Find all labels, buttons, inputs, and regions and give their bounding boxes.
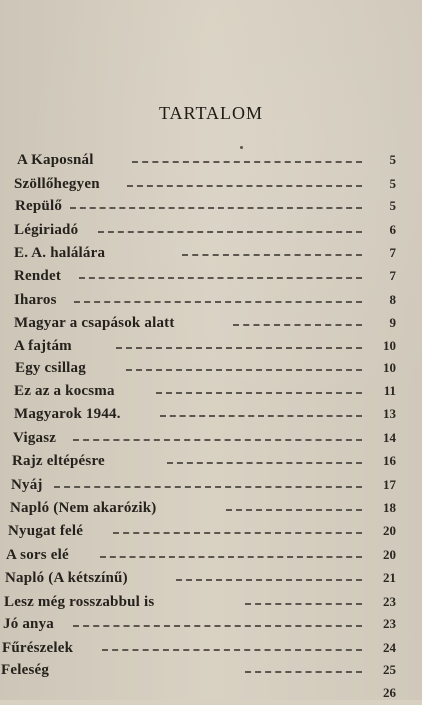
toc-leader [73, 439, 362, 441]
toc-row [0, 405, 422, 426]
toc-row [0, 639, 422, 660]
toc-row [0, 291, 422, 312]
toc-entry-title: Magyar a csapások alatt [14, 315, 175, 331]
toc-page-number: 23 [383, 616, 396, 631]
toc-page-number: 5 [389, 176, 396, 191]
toc-entry-title: Iharos [14, 292, 57, 308]
toc-page-number: 23 [383, 594, 396, 609]
toc-entry-title: A sors elé [6, 547, 69, 563]
toc-page-number: 18 [383, 500, 396, 515]
toc-leader [102, 649, 362, 651]
toc-leader [156, 392, 362, 394]
toc-entry-title: Feleség [1, 662, 50, 678]
toc-leader [73, 625, 362, 627]
toc-entry-title: Napló (A kétszínű) [5, 570, 128, 586]
toc-entry-title: Vigasz [13, 430, 57, 446]
toc-row [0, 221, 422, 242]
toc-entry-title: Szöllőhegyen [14, 176, 100, 192]
toc-row [0, 661, 422, 682]
toc-row [0, 314, 422, 335]
toc-page-number: 10 [383, 360, 396, 375]
toc-entry-title: A fajtám [14, 338, 72, 354]
toc-leader [127, 185, 362, 187]
toc-row [0, 429, 422, 450]
toc-leader [54, 486, 362, 488]
toc-leader [70, 207, 362, 209]
toc-entry-title: A Kaposnál [17, 152, 94, 168]
toc-page-number: 7 [389, 268, 396, 283]
toc-entry-title: Egy csillag [15, 360, 86, 376]
toc-page-number: 9 [389, 315, 396, 330]
toc-page-number: 17 [383, 477, 396, 492]
toc-leader [167, 462, 362, 464]
toc-page-number: 13 [383, 406, 396, 421]
toc-row [0, 382, 422, 403]
page-title: TARTALOM [158, 103, 264, 123]
toc-entry-title: Ez az a kocsma [14, 383, 115, 399]
toc-page-number: 5 [389, 198, 396, 213]
toc-leader [160, 415, 362, 417]
toc-leader [233, 324, 362, 326]
toc-row [0, 615, 422, 636]
toc-page-number: 25 [383, 662, 396, 677]
toc-row [0, 684, 422, 705]
toc-page-number: 6 [389, 222, 396, 237]
toc-page-number: 16 [383, 453, 396, 468]
toc-entry-title: Nyáj [11, 477, 43, 493]
toc-page-number: 20 [383, 547, 396, 562]
toc-page-number: 7 [389, 245, 396, 260]
toc-row [0, 197, 422, 218]
toc-leader [74, 301, 362, 303]
toc-entry-title: Jó anya [3, 616, 54, 632]
toc-page-number: 14 [383, 430, 396, 445]
toc-leader [226, 509, 362, 511]
toc-row [0, 244, 422, 265]
toc-entry-title: Nyugat felé [8, 523, 84, 539]
ink-mark [240, 146, 243, 149]
toc-entry-title: Fűrészelek [2, 640, 74, 656]
toc-row [0, 499, 422, 520]
toc-entry-title: Rajz eltépésre [12, 453, 105, 469]
toc-entry-title: Napló (Nem akarózik) [10, 500, 157, 516]
toc-leader [176, 579, 362, 581]
toc-page-number: 8 [389, 292, 396, 307]
toc-leader [79, 277, 362, 279]
toc-row [0, 151, 422, 172]
toc-page-number: 10 [383, 338, 396, 353]
toc-page-number: 21 [383, 570, 396, 585]
toc-leader [182, 254, 362, 256]
toc-entry-title: E. A. halálára [14, 245, 106, 261]
toc-row [0, 175, 422, 196]
toc-row [0, 546, 422, 567]
toc-entry-title: Rendet [14, 268, 62, 284]
toc-leader [98, 231, 362, 233]
toc-entry-title: Lesz még rosszabbul is [4, 594, 155, 610]
toc-page-number: 24 [383, 640, 396, 655]
toc-row [0, 337, 422, 358]
toc-row [0, 569, 422, 590]
toc-page-number: 11 [383, 383, 396, 398]
toc-page-number: 26 [383, 685, 396, 700]
toc-leader [245, 603, 362, 605]
toc-page-number: 5 [389, 152, 396, 167]
toc-leader [113, 532, 362, 534]
toc-row [0, 267, 422, 288]
toc-leader [132, 161, 362, 163]
toc-entry-title: Repülő [15, 198, 63, 214]
toc-row [0, 593, 422, 614]
toc-leader [245, 671, 362, 673]
toc-entry-title: Magyarok 1944. [14, 406, 121, 422]
toc-row [0, 522, 422, 543]
toc-row [0, 359, 422, 380]
toc-row [0, 452, 422, 473]
toc-page-number: 20 [383, 523, 396, 538]
toc-row [0, 476, 422, 497]
toc-leader [126, 369, 362, 371]
toc-leader [100, 556, 362, 558]
toc-entry-title: Légiriadó [14, 222, 79, 238]
toc-leader [116, 347, 362, 349]
